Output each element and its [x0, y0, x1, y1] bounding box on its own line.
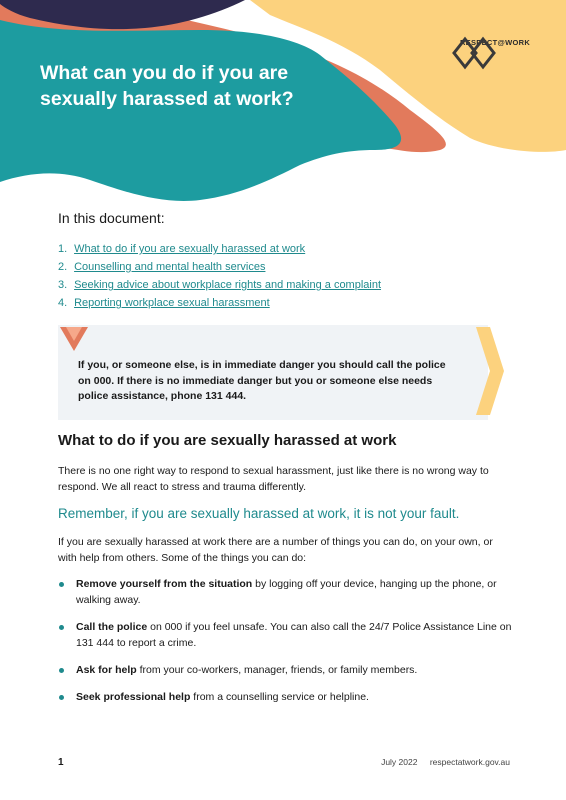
toc-item-number: 4. [58, 297, 68, 309]
toc-item-number: 3. [58, 279, 68, 291]
list-item-text: from your co-workers, manager, friends, or family members. [136, 664, 418, 676]
toc-list [58, 240, 518, 312]
list-item-bold: Ask for help [76, 664, 137, 676]
table-of-contents [58, 210, 518, 312]
list-item-text: on 000 if you feel unsafe. You can also call the 24/7 Police Assistance Line on 131 444 to report a crime. [76, 621, 512, 649]
emergency-text: If you, or someone else, is in immediate danger you should call the police on 000. If there is no immediate danger but you or someone else needs police assistance, phone 131 444. [78, 359, 446, 402]
toc-heading: In this document: [58, 210, 165, 226]
toc-link-counselling[interactable]: Counselling and mental health services [74, 261, 266, 273]
toc-item-number: 2. [58, 261, 68, 273]
list-item-bold: Call the police [76, 621, 148, 633]
list-item-text: from a counselling service or helpline. [190, 691, 369, 703]
toc-link-workplace-rights[interactable]: Seeking advice about workplace rights and making a complaint [74, 279, 382, 291]
list-item [58, 576, 513, 608]
toc-item [58, 294, 518, 312]
toc-link-sexual-harassment[interactable]: What to do if you are sexually harassed at work [74, 243, 306, 255]
list-item-bold: Remove yourself from the situation [76, 578, 253, 590]
toc-item [58, 258, 518, 276]
section-heading: What to do if you are sexually harassed at work [58, 432, 397, 449]
list-item-bold: Seek professional help [76, 691, 191, 703]
bullet-dot-icon [59, 582, 64, 587]
footer-info [371, 757, 510, 767]
list-item [58, 689, 513, 705]
logo-text: RESPECT@WORK [459, 38, 531, 47]
list-item-text: by logging off your device, hanging up the phone, or walking away. [76, 578, 497, 606]
page-number: 1 [58, 757, 64, 768]
toc-item [58, 276, 518, 294]
lead-paragraph: If you are sexually harassed at work there are a number of things you can do, on your own, or with help from others. Some of the things you can do: [58, 536, 493, 564]
toc-link-reporting[interactable]: Reporting workplace sexual harassment [74, 297, 270, 309]
intro-paragraph: There is no one right way to respond to sexual harassment, just like there is no wrong way to respond. We all react to stress and trauma differently. [58, 465, 489, 493]
main-section [58, 432, 513, 716]
bullet-dot-icon [59, 668, 64, 673]
page-title: What can you do if you are sexually harassed at work? [40, 62, 294, 110]
header-banner [0, 0, 566, 215]
footer-website-link[interactable]: respectatwork.gov.au [429, 757, 510, 767]
respect-at-work-logo [452, 36, 538, 47]
footer-date: July 2022 [381, 757, 418, 767]
list-item [58, 662, 513, 678]
toc-item-number: 1. [58, 243, 68, 255]
remember-callout-text: Remember, if you are sexually harassed at work, it is not your fault. [58, 506, 460, 521]
emergency-callout [58, 325, 506, 420]
bullet-dot-icon [59, 625, 64, 630]
bullet-dot-icon [59, 695, 64, 700]
list-item [58, 619, 513, 651]
diamond-logo-icon [452, 36, 496, 70]
toc-item [58, 240, 518, 258]
actions-list [58, 576, 513, 705]
